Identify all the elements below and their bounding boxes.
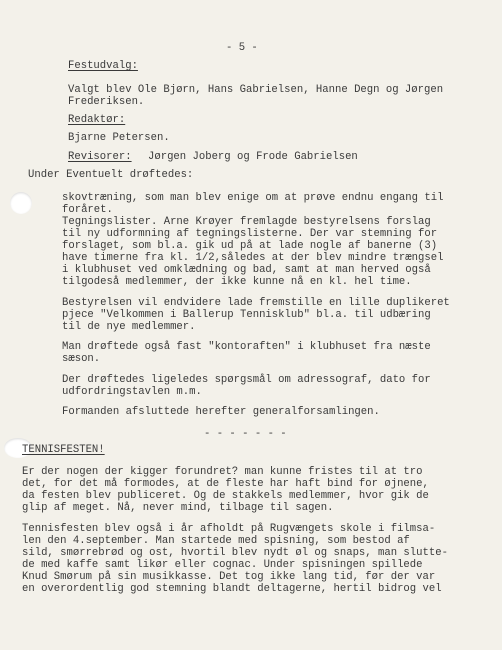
text-line: forslaget, som bl.a. gik ud på at lade nogle af banerne (3) <box>62 240 438 252</box>
text-line: Valgt blev Ole Bjørn, Hans Gabrielsen, Hanne Degn og Jørgen <box>68 84 444 96</box>
text-line: pjece "Velkommen i Ballerup Tennisklub" bl.a. til udbæring <box>62 309 431 321</box>
text-line: skovtræning, som man blev enige om at prøve endnu engang til <box>62 192 444 204</box>
tennisfesten-heading: TENNISFESTEN! <box>22 444 105 456</box>
section-heading: Under Eventuelt drøftedes: <box>28 169 194 181</box>
text-line: en overordentlig god stemning blandt deltagerne, hertil bidrog vel <box>22 583 442 595</box>
text-line: i klubhuset ved omklædning og bad, samt at man herved også <box>62 264 431 276</box>
text-line: Tegningslister. Arne Krøyer fremlagde bestyrelsens forslag <box>62 216 431 228</box>
revisorer-label: Revisorer: <box>68 151 132 163</box>
text-line: til ny udformning af tegningslisterne. Der var stemning for <box>62 228 438 240</box>
punch-hole <box>10 192 32 214</box>
text-line: da festen blev publiceret. Og de stakkels medlemmer, hvor gik de <box>22 490 429 502</box>
text-line: glip af meget. Nå, never mind, tilbage til sagen. <box>22 502 334 514</box>
text-line: de med kaffe samt likør eller cognac. Under spisningen spillede <box>22 559 423 571</box>
text-line: Tennisfesten blev også i år afholdt på Rugvængets skole i filmsa- <box>22 523 436 535</box>
text-line: foråret. <box>62 204 113 216</box>
text-line: Bjarne Petersen. <box>68 132 170 144</box>
text-line: Jørgen Joberg og Frode Gabrielsen <box>148 151 358 163</box>
text-line: det, for det må formodes, at de fleste har haft bind for øjnene, <box>22 478 429 490</box>
text-line: Knud Smørum på sin musikkasse. Det tog ikke lang tid, før der var <box>22 571 436 583</box>
text-line: Man drøftede også fast "kontoraften" i klubhuset fra næste <box>62 341 431 353</box>
text-line: Der drøftedes ligeledes spørgsmål om adressograf, dato for <box>62 374 431 386</box>
text-line: til de nye medlemmer. <box>62 321 196 333</box>
festudvalg-label: Festudvalg: <box>68 60 138 72</box>
separator: - - - - - - - <box>204 428 287 440</box>
text-line: Frederiksen. <box>68 96 145 108</box>
text-line: sæson. <box>62 353 101 365</box>
text-line: Er der nogen der kigger forundret? man kunne fristes til at tro <box>22 466 423 478</box>
page-number: - 5 - <box>226 42 258 54</box>
text-line: tilgodeså medlemmer, der ikke kunne nå en kl. hel time. <box>62 276 412 288</box>
text-line: have timerne fra kl. 1/2,således at der blev mindre trængsel <box>62 252 444 264</box>
redaktor-label: Redaktør: <box>68 114 126 126</box>
text-line: Bestyrelsen vil endvidere lade fremstille en lille duplikeret <box>62 297 450 309</box>
text-line: sild, smørrebrød og ost, hvortil blev nydt øl og snaps, man slutte- <box>22 547 448 559</box>
text-line: Formanden afsluttede herefter generalforsamlingen. <box>62 406 380 418</box>
text-line: len den 4.september. Man startede med spisning, som bestod af <box>22 535 410 547</box>
text-line: udfordringstavlen m.m. <box>62 386 202 398</box>
